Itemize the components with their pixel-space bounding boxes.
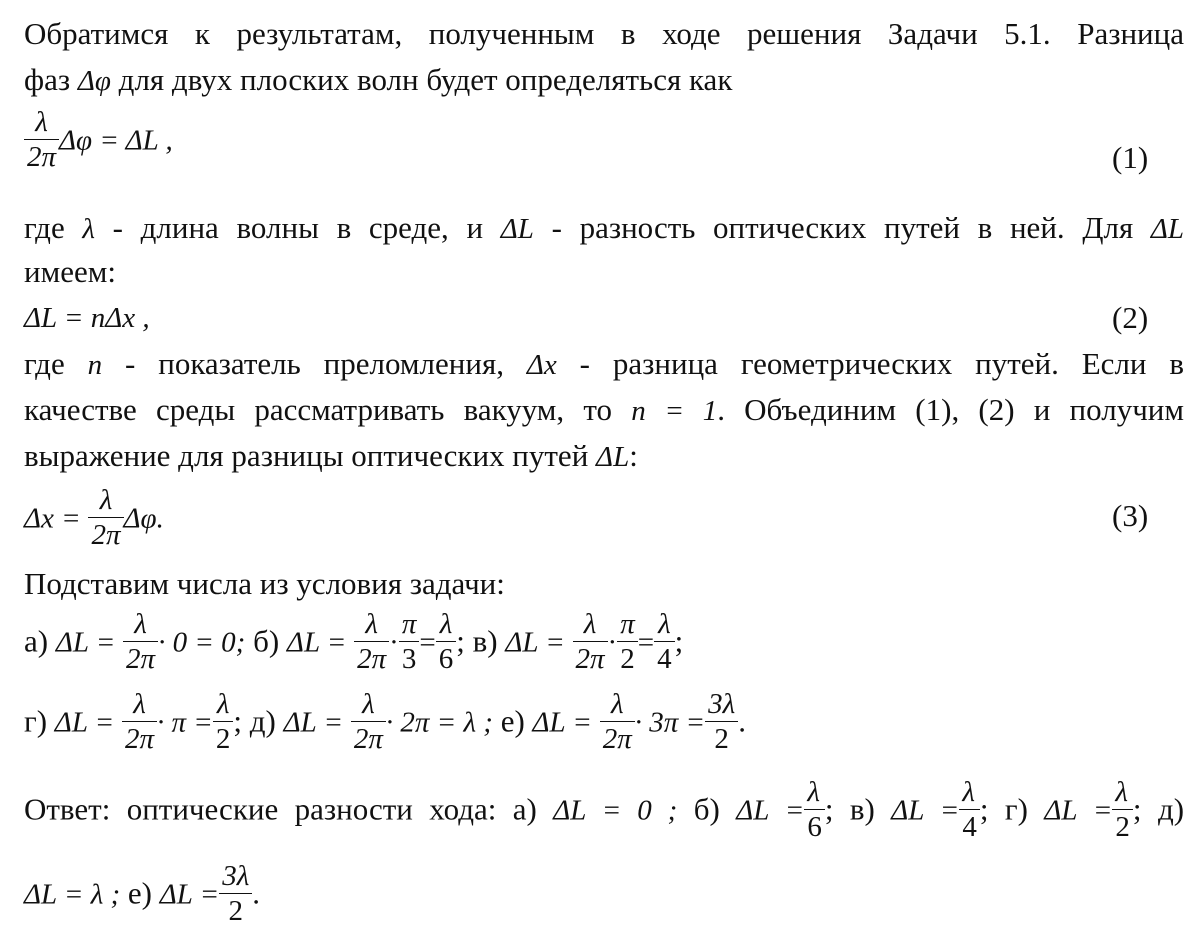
numerator: λ — [804, 775, 825, 810]
fraction — [573, 607, 608, 676]
answer-label-v: в) — [849, 791, 875, 827]
paragraph-intro-line-2 — [24, 62, 732, 99]
text: где — [24, 210, 65, 245]
fraction — [88, 483, 123, 552]
fraction — [123, 607, 158, 676]
equals: = — [419, 626, 436, 659]
case-label-d: д) — [249, 703, 276, 739]
semicolon: ; — [979, 791, 989, 827]
math-n: n — [87, 349, 103, 381]
denominator: 2 — [228, 895, 243, 927]
text: качестве среды рассматривать вакуум, то — [24, 392, 613, 427]
equation-1 — [24, 108, 173, 177]
numerator: λ — [654, 607, 675, 642]
case-label-g: г) — [24, 703, 48, 739]
text: - разность оптических путей в ней. Для — [551, 210, 1134, 245]
equation-lhs: Δx = — [24, 502, 81, 535]
paragraph-definitions-line-2: имеем: — [24, 254, 116, 289]
paragraph-definitions-line-1 — [24, 210, 1184, 247]
numerator: λ — [354, 607, 389, 642]
equation-number-2: (2) — [1112, 300, 1149, 335]
denominator: 2π — [602, 723, 632, 755]
numerator: λ — [88, 483, 123, 518]
denominator: 6 — [807, 811, 822, 843]
numerator: λ — [122, 687, 157, 722]
math-delta-l: ΔL — [500, 213, 534, 245]
math-n-equals-1: n = 1 — [631, 395, 718, 427]
numerator: π — [617, 607, 638, 642]
numerator: λ — [24, 105, 59, 140]
text: . Объединим (1), (2) и получим — [717, 392, 1184, 427]
semicolon: ; — [824, 791, 834, 827]
period: . — [252, 875, 261, 911]
fraction — [1112, 775, 1133, 844]
case-label-e: е) — [500, 703, 525, 739]
numerator: λ — [436, 607, 457, 642]
denominator: 2 — [620, 643, 635, 675]
fraction — [24, 105, 59, 174]
answer-value-d: ΔL = λ ; — [24, 878, 121, 911]
answer-value-a: ΔL = 0 ; — [553, 794, 678, 827]
math-delta-phi: Δφ — [77, 65, 111, 97]
text: - показатель преломления, — [125, 346, 504, 381]
fraction — [617, 607, 638, 676]
case-lhs: ΔL = — [532, 706, 592, 739]
answer-lhs: ΔL = — [159, 878, 220, 911]
numerator: λ — [123, 607, 158, 642]
numerator: 3λ — [705, 687, 738, 722]
fraction — [219, 859, 252, 928]
case-rest: · 2π = λ ; — [385, 706, 493, 739]
case-label-a: а) — [24, 623, 49, 659]
answer-line-1 — [24, 778, 1184, 847]
case-lhs: ΔL = — [286, 626, 347, 659]
answer-label-d: д) — [1157, 791, 1185, 827]
math-delta-l: ΔL — [596, 441, 630, 473]
dot: · — [389, 626, 399, 659]
text: - длина волны в среде, и — [112, 210, 484, 245]
denominator: 3 — [401, 643, 417, 675]
case-lhs: ΔL = — [283, 706, 344, 739]
semicolon: ; — [674, 623, 684, 659]
answer-label-g: г) — [1004, 791, 1028, 827]
answer-lhs: ΔL = — [891, 794, 960, 827]
numerator: λ — [573, 607, 608, 642]
denominator: 4 — [962, 811, 977, 843]
paragraph-substitute: Подставим числа из условия задачи: — [24, 566, 505, 601]
text: для двух плоских волн будет определяться как — [118, 62, 733, 97]
equals: = — [637, 626, 655, 659]
fraction — [654, 607, 675, 676]
case-label-v: в) — [472, 623, 498, 659]
case-rest: · 0 = 0; — [158, 626, 246, 659]
answer-lhs: ΔL = — [1044, 794, 1113, 827]
numerator: λ — [1112, 775, 1133, 810]
text: : — [629, 438, 638, 473]
fraction — [351, 687, 386, 756]
text: фаз — [24, 62, 71, 97]
fraction — [804, 775, 825, 844]
paragraph-intro-line-1: Обратимся к результатам, полученным в ходе решения Задачи 5.1. Разница — [24, 16, 1184, 51]
text: выражение для разницы оптических путей — [24, 438, 589, 473]
answer-lhs: ΔL = — [736, 794, 805, 827]
math-lambda: λ — [82, 213, 95, 245]
math-delta-l: ΔL — [1150, 213, 1185, 245]
fraction — [354, 607, 389, 676]
fraction — [705, 687, 738, 756]
equation-3 — [24, 486, 164, 555]
denominator: 2π — [575, 643, 605, 675]
equation-rhs: Δφ = ΔL , — [59, 124, 173, 157]
fraction — [399, 607, 420, 676]
equation-2: ΔL = nΔx , — [24, 302, 150, 334]
cases-row-2 — [24, 690, 746, 759]
fraction — [213, 687, 234, 756]
numerator: π — [399, 607, 420, 642]
numerator: λ — [213, 687, 234, 722]
fraction — [122, 687, 157, 756]
paragraph-vacuum-line-1 — [24, 346, 1184, 383]
denominator: 2 — [215, 723, 231, 755]
denominator: 2π — [357, 643, 387, 675]
semicolon: ; — [1132, 791, 1142, 827]
numerator: λ — [600, 687, 635, 722]
fraction — [959, 775, 980, 844]
answer-label-a: а) — [512, 791, 537, 827]
fraction — [436, 607, 457, 676]
period: . — [738, 703, 746, 739]
denominator: 2π — [126, 643, 156, 675]
numerator: λ — [351, 687, 386, 722]
case-lhs: ΔL = — [54, 706, 115, 739]
math-delta-x: Δx — [526, 349, 557, 381]
equation-number-3: (3) — [1112, 498, 1149, 533]
equation-number-1: (1) — [1112, 140, 1149, 175]
semicolon: ; — [233, 703, 243, 739]
answer-prefix: Ответ: оптические разности хода: — [24, 791, 497, 827]
dot: · — [607, 626, 618, 659]
text: - разница геометрических путей. Если в — [579, 346, 1185, 381]
case-label-b: б) — [253, 623, 280, 659]
paragraph-vacuum-line-3 — [24, 438, 638, 475]
answer-label-e: е) — [127, 875, 153, 911]
numerator: 3λ — [219, 859, 252, 894]
cases-row-1 — [24, 610, 683, 679]
case-mid: · π = — [157, 706, 213, 739]
denominator: 2 — [714, 723, 729, 755]
denominator: 4 — [657, 643, 672, 675]
semicolon: ; — [456, 623, 465, 659]
case-mid: · 3π = — [634, 706, 706, 739]
answer-line-2 — [24, 862, 260, 931]
denominator: 2π — [125, 723, 155, 755]
denominator: 2π — [91, 519, 121, 551]
numerator: λ — [959, 775, 980, 810]
denominator: 2π — [27, 141, 57, 173]
denominator: 6 — [438, 643, 454, 675]
fraction — [600, 687, 635, 756]
paragraph-vacuum-line-2 — [24, 392, 1184, 429]
case-lhs: ΔL = — [55, 626, 116, 659]
denominator: 2π — [353, 723, 383, 755]
case-lhs: ΔL = — [505, 626, 565, 659]
equation-rhs: Δφ. — [123, 502, 164, 535]
denominator: 2 — [1115, 811, 1130, 843]
answer-label-b: б) — [693, 791, 720, 827]
text: где — [24, 346, 65, 381]
